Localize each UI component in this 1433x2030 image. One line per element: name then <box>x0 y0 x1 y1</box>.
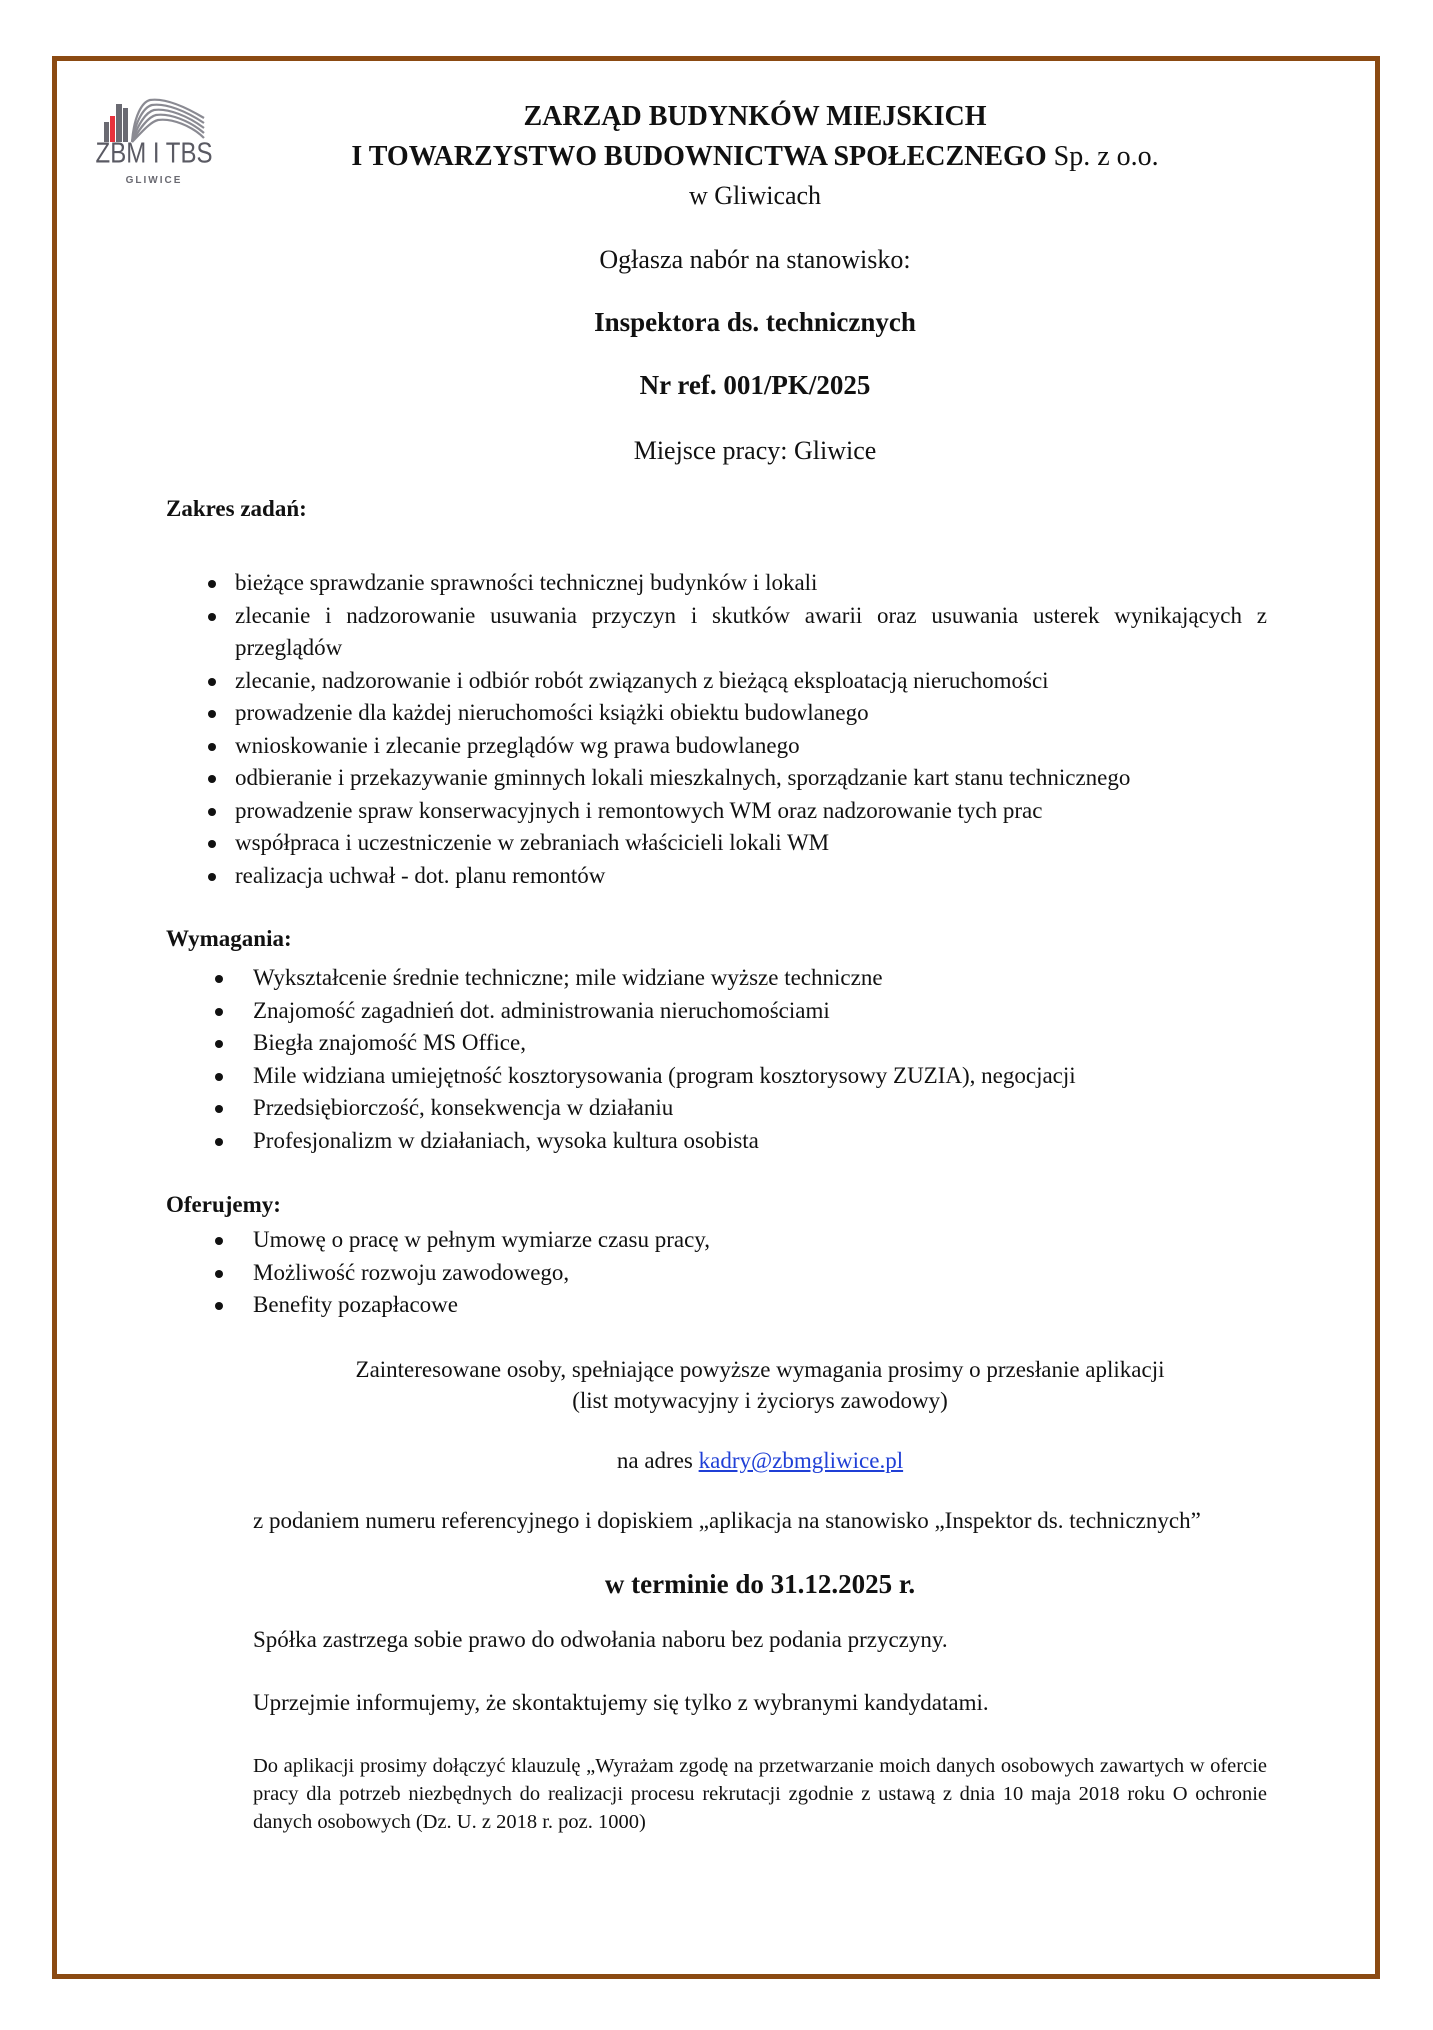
list-item-text: odbieranie i przekazywanie gminnych lokali mieszkalnych, sporządzanie kart stanu technicznego <box>235 765 1131 790</box>
email-link[interactable]: kadry@zbmgliwice.pl <box>698 1448 904 1473</box>
application-line2: (list motywacyjny i życiorys zawodowy) <box>572 1388 948 1413</box>
org-name-bold: I TOWARZYSTWO BUDOWNICTWA SPOŁECZNEGO <box>351 141 1047 172</box>
bullet-icon <box>208 710 216 718</box>
bullet-icon <box>215 1073 223 1081</box>
reference-number: Nr ref. 001/PK/2025 <box>639 370 871 400</box>
bullet-icon <box>215 975 223 983</box>
reference-note: z podaniem numeru referencyjnego i dopiskiem „aplikacja na stanowisko „Inspektor ds. technicznych” <box>253 1508 1201 1533</box>
offer-list <box>253 1224 1253 1322</box>
position-title: Inspektora ds. technicznych <box>594 307 916 337</box>
list-item-text: Biegła znajomość MS Office, <box>253 1030 526 1055</box>
list-item <box>235 600 1267 665</box>
list-item-text: Umowę o pracę w pełnym wymiarze czasu pracy, <box>253 1227 711 1252</box>
bullet-icon <box>215 1105 223 1113</box>
list-item-text: Możliwość rozwoju zawodowego, <box>253 1259 570 1285</box>
requirements-heading: Wymagania: <box>166 926 292 951</box>
logo-text: ZBM I TBS <box>95 137 213 170</box>
list-item-text: bieżące sprawdzanie sprawności technicznej budynków i lokali <box>235 570 818 595</box>
list-item-text: Profesjonalizm w działaniach, wysoka kultura osobista <box>253 1127 759 1153</box>
list-item <box>253 1257 1253 1290</box>
bullet-icon <box>215 1270 223 1278</box>
list-item-text: Benefity pozapłacowe <box>253 1292 458 1317</box>
list-item <box>253 1060 1253 1093</box>
list-item <box>253 1125 1253 1158</box>
email-prefix: na adres <box>616 1448 699 1473</box>
bullet-icon <box>208 580 216 588</box>
list-item-text: zlecanie i nadzorowanie usuwania przyczyn i skutków awarii oraz usuwania usterek wynikających z przeglądów <box>235 602 1267 660</box>
bullet-icon <box>208 808 216 816</box>
list-item <box>235 860 1267 893</box>
bullet-icon <box>208 613 216 621</box>
org-city: w Gliwicach <box>688 181 822 210</box>
bullet-icon <box>215 1237 223 1245</box>
duties-list <box>235 567 1267 892</box>
list-item-text: wnioskowanie i zlecanie przeglądów wg prawa budowlanego <box>235 732 800 758</box>
org-legal-form: Sp. z o.o. <box>1046 141 1159 172</box>
bullet-icon <box>215 1138 223 1146</box>
list-item-text: Znajomość zagadnień dot. administrowania nieruchomościami <box>253 997 830 1023</box>
list-item <box>235 567 1267 600</box>
list-item-text: zlecanie, nadzorowanie i odbiór robót związanych z bieżącą eksploatacją nieruchomości <box>235 667 1049 693</box>
list-item <box>235 762 1267 795</box>
list-item <box>235 730 1267 763</box>
duties-heading: Zakres zadań: <box>166 496 307 521</box>
reservation-note: Spółka zastrzega sobie prawo do odwołania naboru bez podania przyczyny. <box>253 1627 948 1652</box>
list-item <box>253 1027 1253 1060</box>
bullet-icon <box>208 873 216 881</box>
logo-subtext: GLIWICE <box>125 175 183 186</box>
email-line <box>253 1445 1267 1476</box>
bullet-icon <box>208 840 216 848</box>
bullet-icon <box>215 1008 223 1016</box>
bullet-icon <box>208 743 216 751</box>
bullet-icon <box>215 1040 223 1048</box>
workplace: Miejsce pracy: Gliwice <box>633 436 877 465</box>
list-item <box>235 795 1267 828</box>
list-item <box>253 995 1253 1028</box>
contact-note: Uprzejmie informujemy, że skontaktujemy się tylko z wybranymi kandydatami. <box>253 1690 989 1715</box>
list-item-text: współpraca i uczestniczenie w zebraniach właścicieli lokali WM <box>235 830 830 855</box>
list-item <box>235 827 1267 860</box>
list-item-text: prowadzenie spraw konserwacyjnych i remontowych WM oraz nadzorowanie tych prac <box>235 797 1043 823</box>
offer-heading: Oferujemy: <box>166 1192 281 1217</box>
org-name-line1: ZARZĄD BUDYNKÓW MIEJSKICH <box>523 101 987 132</box>
list-item <box>253 1092 1253 1125</box>
announcement-text: Ogłasza nabór na stanowisko: <box>599 245 911 274</box>
list-item <box>235 665 1267 698</box>
bullet-icon <box>208 775 216 783</box>
list-item <box>235 697 1267 730</box>
list-item <box>253 962 1253 995</box>
list-item-text: realizacja uchwał - dot. planu remontów <box>235 862 606 888</box>
application-line1: Zainteresowane osoby, spełniające powyższe wymagania prosimy o przesłanie aplikacji <box>355 1357 1165 1382</box>
list-item-text: Wykształcenie średnie techniczne; mile widziane wyższe techniczne <box>253 965 883 990</box>
application-instructions <box>253 1354 1267 1416</box>
org-name-line2 <box>150 141 1360 173</box>
bullet-icon <box>208 678 216 686</box>
list-item-text: Przedsiębiorczość, konsekwencja w działaniu <box>253 1095 674 1120</box>
deadline: w terminie do 31.12.2025 r. <box>604 1569 916 1599</box>
gdpr-clause: Do aplikacji prosimy dołączyć klauzulę „Wyrażam zgodę na przetwarzanie moich danych osobowych zawartych w ofercie pracy dla potrzeb niezbędnych do realizacji procesu rekrutacji zgodnie z ustawą z dnia 10 maja 2018 roku O ochronie danych osobowych (Dz. U. z 2018 r. poz. 1000) <box>253 1755 1267 1833</box>
list-item <box>253 1289 1253 1322</box>
requirements-list <box>253 962 1253 1157</box>
list-item <box>253 1224 1253 1257</box>
list-item-text: prowadzenie dla każdej nieruchomości książki obiektu budowlanego <box>235 700 869 725</box>
bullet-icon <box>215 1302 223 1310</box>
list-item-text: Mile widziana umiejętność kosztorysowania (program kosztorysowy ZUZIA), negocjacji <box>253 1062 1076 1088</box>
